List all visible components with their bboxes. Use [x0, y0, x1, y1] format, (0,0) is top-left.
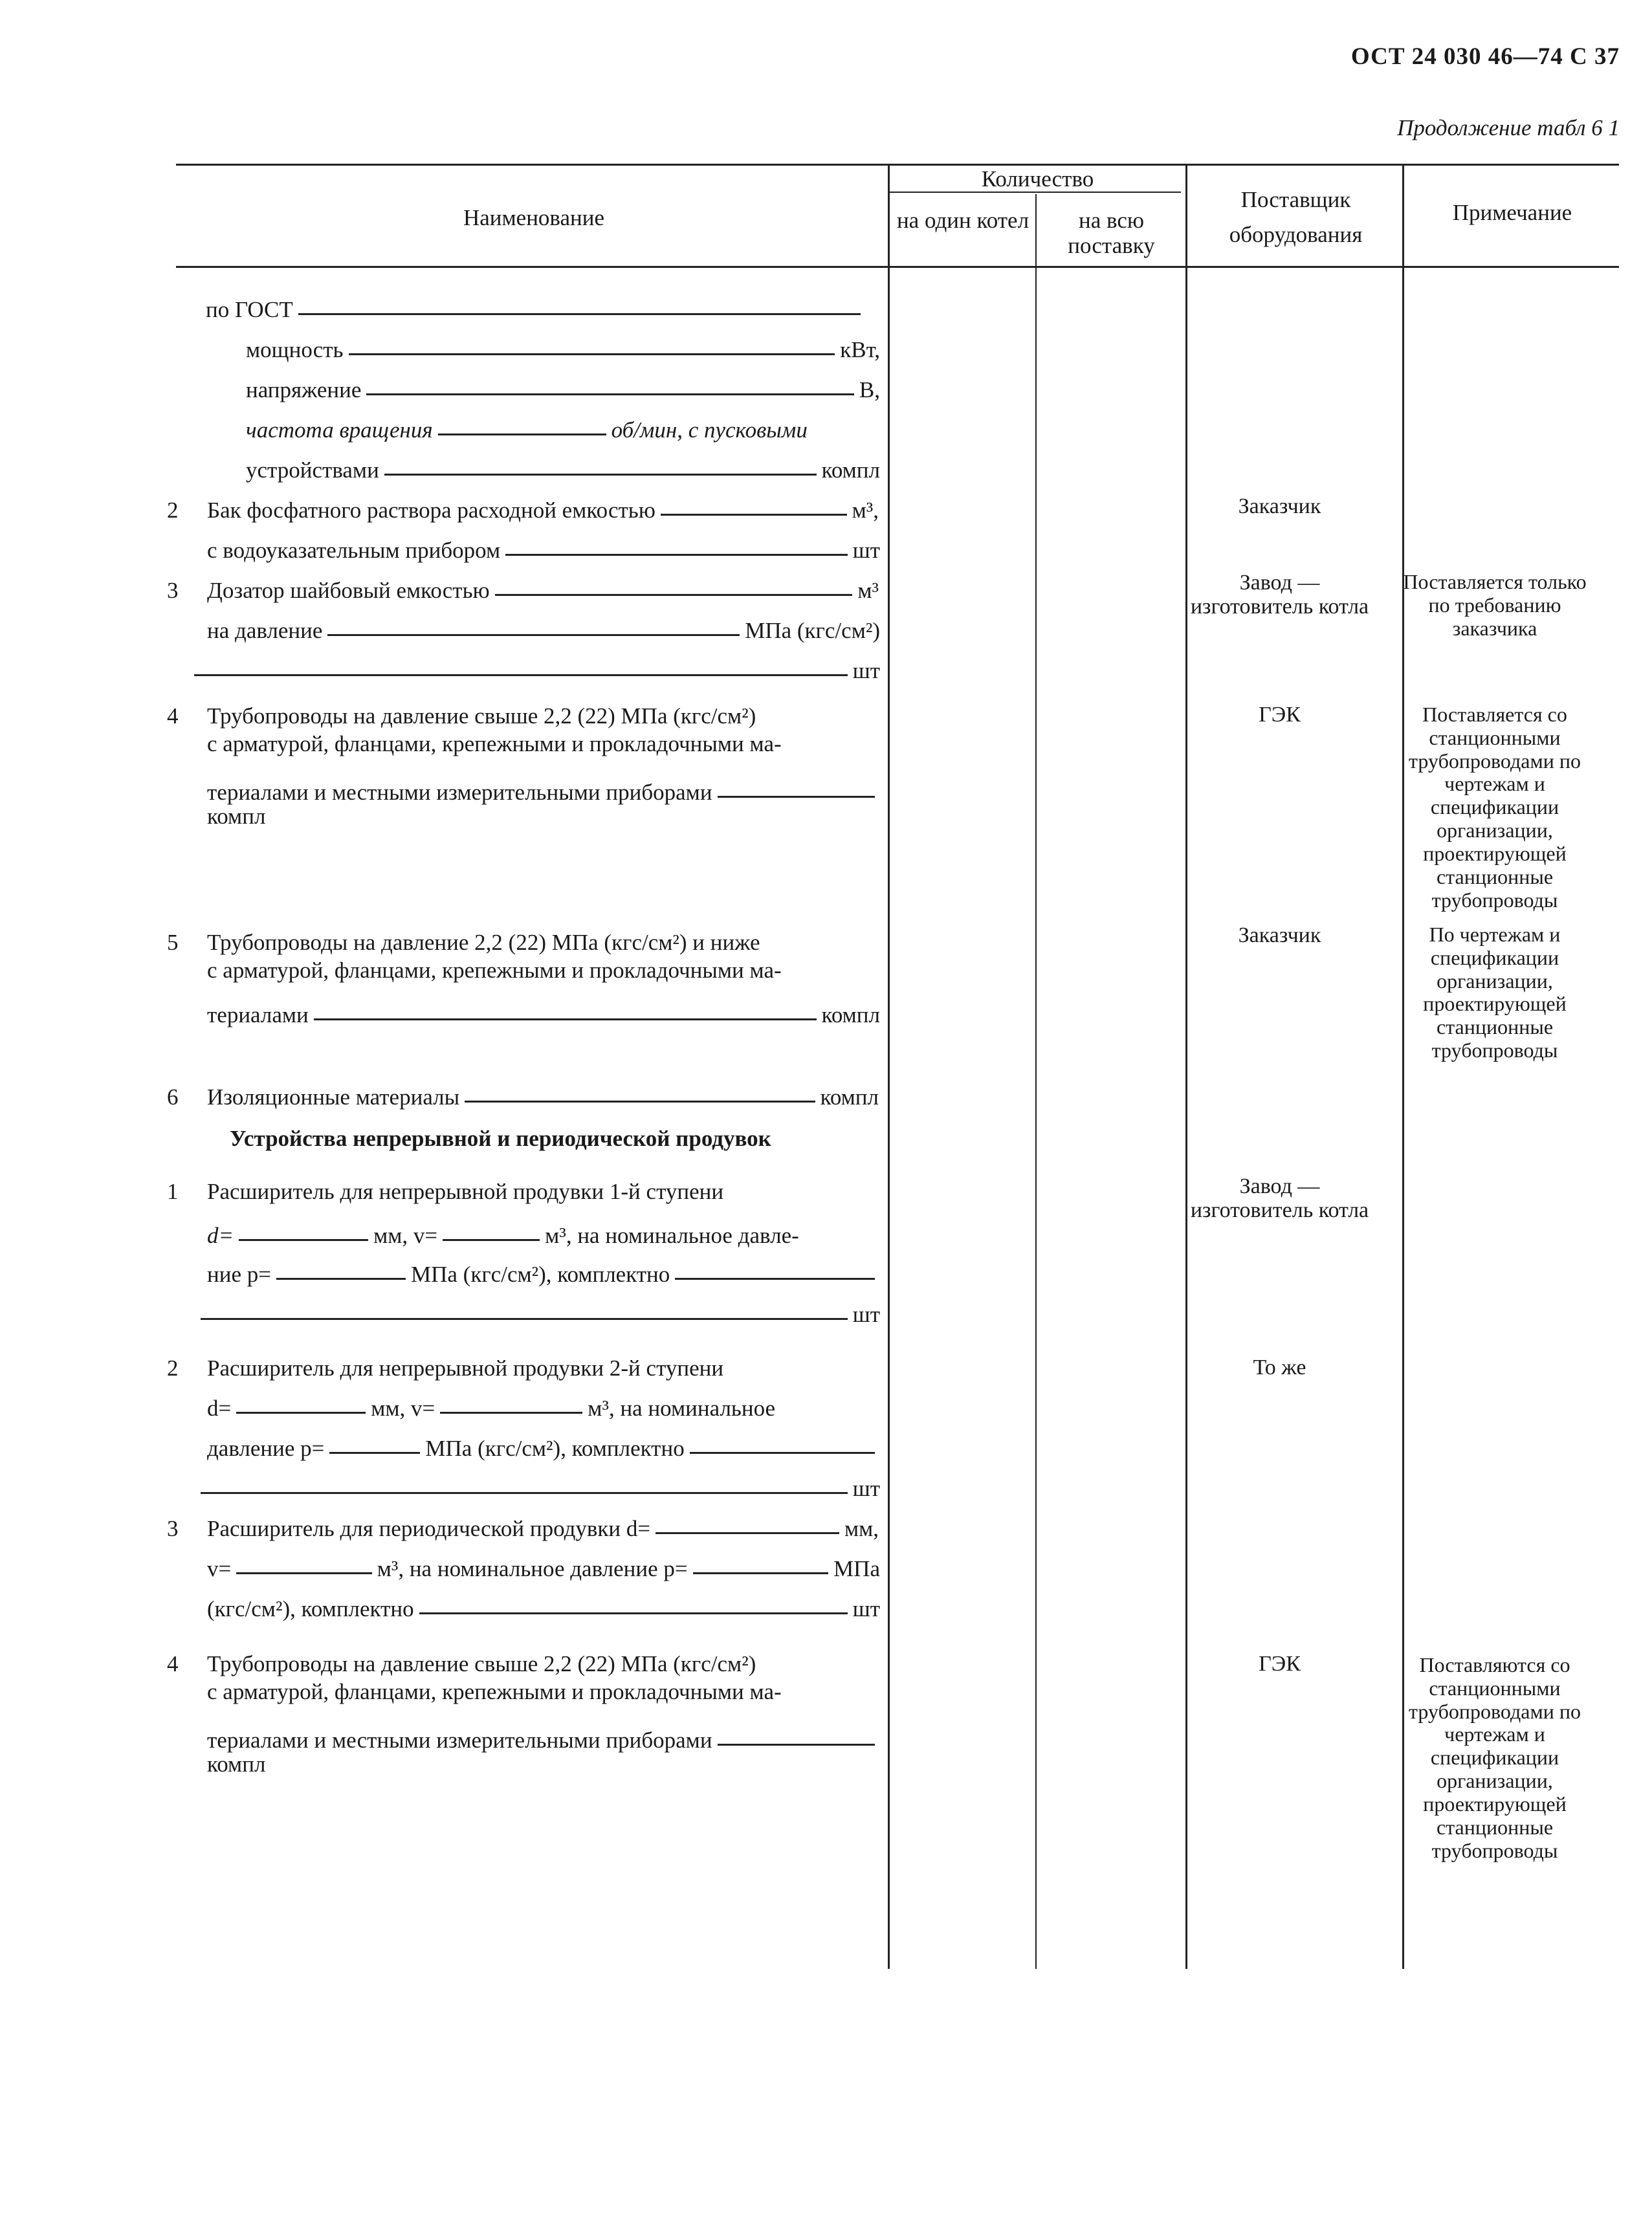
supplier-cell: Завод — изготовитель котла	[1190, 1174, 1369, 1223]
list-item: d= мм, v= м³, на номинальное давле-	[207, 1223, 799, 1248]
list-item: с арматурой, фланцами, крепежными и прокладочными ма-	[207, 958, 782, 983]
column-header-name: Наименование	[463, 205, 605, 230]
page-header: ОСТ 24 030 46—74 С 37	[1350, 43, 1620, 70]
list-item: устройствами компл	[246, 457, 880, 483]
supplier-cell: Заказчик	[1238, 923, 1321, 947]
list-item: d= мм, v= м³, на номинальное	[207, 1396, 776, 1421]
list-item: по ГОСТ	[206, 289, 866, 323]
list-item: (кгс/см²), комплектно шт	[207, 1596, 880, 1621]
list-item: териалами и местными измерительными приборами	[207, 772, 880, 806]
list-item: териалами компл	[207, 1002, 880, 1027]
list-item: 2 Бак фосфатного раствора расходной емкостью м³,	[167, 498, 879, 523]
column-header-quantity: Количество	[981, 166, 1094, 192]
list-item: 6 Изоляционные материалы компл	[167, 1084, 879, 1110]
list-item: 1 Расширитель для непрерывной продувки 1-й ступени	[167, 1179, 724, 1204]
table-continuation-label: Продолжение табл 6 1	[1397, 115, 1620, 140]
supplier-cell: Заказчик	[1238, 494, 1321, 518]
list-item: мощность кВт,	[246, 337, 880, 362]
section-title: Устройства непрерывной и периодической продувок	[230, 1126, 771, 1151]
list-item: на давление МПа (кгс/см²)	[207, 618, 880, 643]
note-cell: Поставляется только по требованию заказчика	[1403, 570, 1587, 640]
list-item: давление p= МПа (кгс/см²), комплектно	[207, 1428, 880, 1462]
list-item: ние p= МПа (кгс/см²), комплектно	[207, 1254, 880, 1288]
note-cell: Поставляются со станционными трубопроводами по чертежам и спецификации организации, проектирующей станционные трубопроводы	[1409, 1653, 1581, 1862]
list-item: 3 Расширитель для периодической продувки d= мм,	[167, 1516, 879, 1541]
column-divider	[1035, 194, 1037, 1969]
list-item: 5 Трубопроводы на давление 2,2 (22) МПа (кгс/см²) и ниже	[167, 930, 760, 955]
list-item: 3 Дозатор шайбовый емкостью м³	[167, 578, 879, 603]
list-item: шт	[201, 1468, 880, 1502]
column-divider	[1185, 164, 1187, 1969]
list-item: с арматурой, фланцами, крепежными и прокладочными ма-	[207, 731, 782, 756]
note-cell: По чертежам и спецификации организации, проектирующей станционные трубопроводы	[1423, 923, 1567, 1062]
column-divider	[888, 164, 890, 1969]
list-item: териалами и местными измерительными приборами	[207, 1720, 880, 1753]
list-item: напряжение В,	[246, 377, 880, 402]
supplier-cell: ГЭК	[1259, 703, 1301, 727]
column-header-per-boiler: на один котел	[896, 208, 1030, 233]
column-header-per-delivery: на всю поставку	[1068, 208, 1155, 258]
supplier-cell: То же	[1253, 1356, 1306, 1379]
list-item: шт	[201, 1294, 880, 1328]
list-item: v= м³, на номинальное давление p= МПа	[207, 1556, 880, 1581]
column-header-supplier: Поставщик оборудования	[1229, 187, 1363, 248]
list-item: 4 Трубопроводы на давление свыше 2,2 (22) МПа (кгс/см²)	[167, 703, 756, 729]
supplier-cell: ГЭК	[1259, 1652, 1301, 1676]
list-item: 4 Трубопроводы на давление свыше 2,2 (22) МПа (кгс/см²)	[167, 1651, 756, 1676]
list-item: с арматурой, фланцами, крепежными и прокладочными ма-	[207, 1679, 782, 1704]
list-item: компл	[207, 804, 266, 829]
list-item: частота вращения об/мин, с пусковыми	[246, 417, 808, 443]
list-item: с водоуказательным прибором шт	[207, 538, 880, 563]
note-cell: Поставляется со станционными трубопроводами по чертежам и спецификации организации, проектирующей станционные трубопроводы	[1409, 703, 1581, 912]
supplier-cell: Завод — изготовитель котла	[1190, 571, 1369, 619]
list-item: компл	[207, 1751, 266, 1777]
column-header-note: Примечание	[1452, 200, 1572, 225]
list-item: шт	[194, 650, 880, 684]
list-item: 2 Расширитель для непрерывной продувки 2-й ступени	[167, 1356, 724, 1381]
